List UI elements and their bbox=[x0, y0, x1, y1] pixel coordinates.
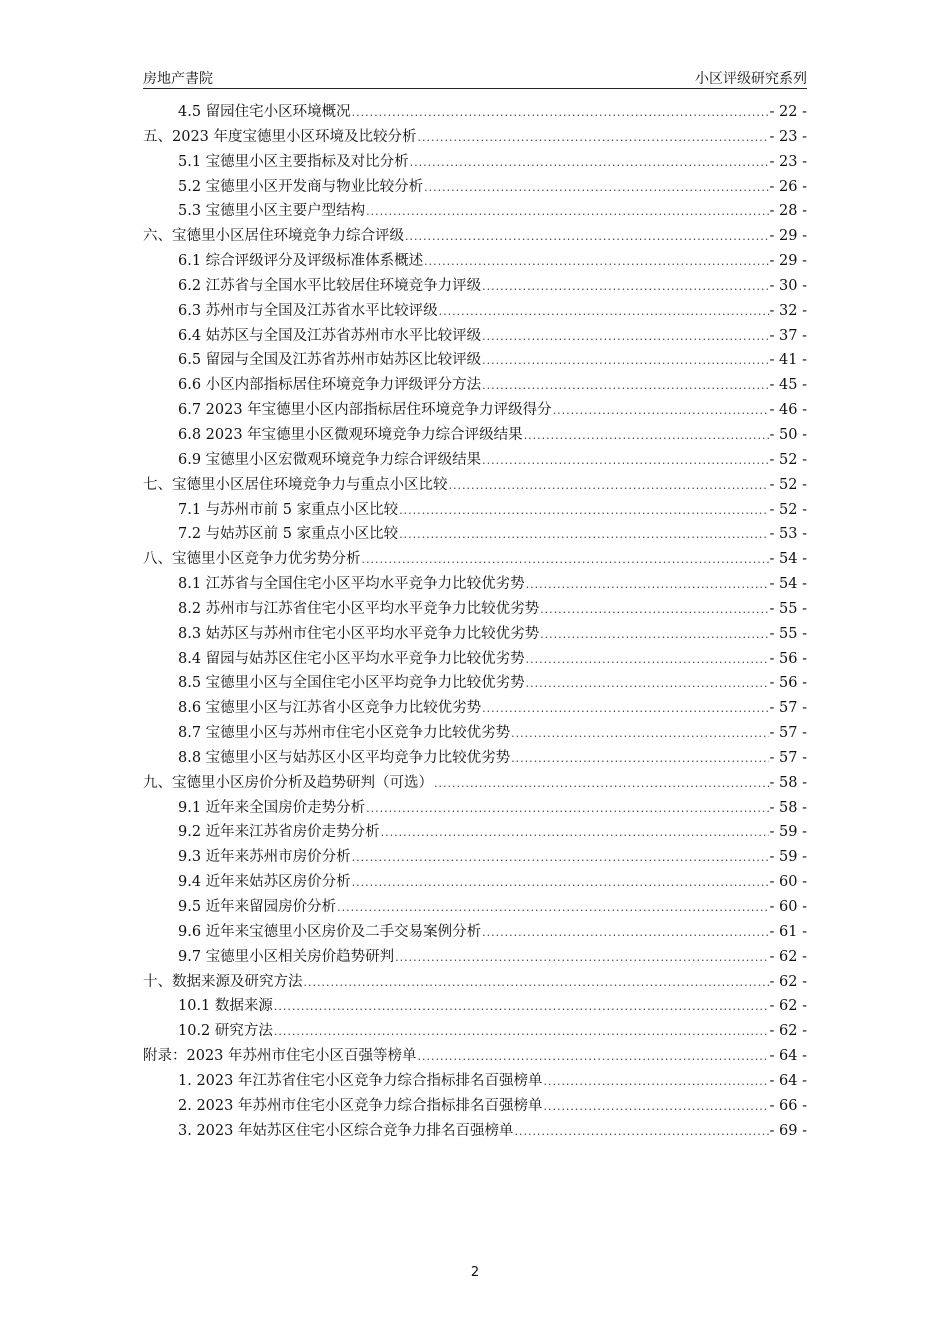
toc-dot-leader bbox=[418, 1050, 769, 1063]
toc-entry-page: - 59 - bbox=[769, 824, 807, 841]
toc-entry-title: 5.2 宝德里小区开发商与物业比较分析 bbox=[178, 178, 424, 195]
toc-entry-page: - 59 - bbox=[769, 849, 807, 866]
toc-section-entry[interactable] bbox=[143, 945, 807, 970]
toc-section-entry[interactable] bbox=[143, 895, 807, 920]
toc-entry-title: 8.3 姑苏区与苏州市住宅小区平均水平竞争力比较优劣势 bbox=[178, 625, 540, 642]
toc-entry-title: 9.5 近年来留园房价分析 bbox=[178, 899, 337, 915]
toc-dot-leader bbox=[418, 131, 769, 144]
toc-dot-leader bbox=[352, 876, 769, 889]
toc-dot-leader bbox=[439, 305, 769, 318]
toc-dot-leader bbox=[511, 727, 768, 740]
toc-entry-page: - 58 - bbox=[769, 799, 807, 816]
toc-entry-title: 九、宝德里小区房价分析及趋势研判（可选） bbox=[143, 774, 433, 791]
toc-section-entry[interactable] bbox=[143, 796, 807, 821]
toc-entry-title: 6.1 综合评级评分及评级标准体系概述 bbox=[178, 253, 424, 270]
toc-dot-leader bbox=[424, 255, 768, 268]
toc-section-entry[interactable] bbox=[143, 175, 807, 200]
toc-entry-page: - 64 - bbox=[769, 1072, 807, 1089]
toc-entry-page: - 50 - bbox=[769, 426, 807, 443]
toc-dot-leader bbox=[274, 1000, 769, 1013]
toc-section-entry[interactable] bbox=[143, 845, 807, 870]
page-header bbox=[143, 66, 807, 89]
toc-section-entry[interactable] bbox=[143, 920, 807, 945]
toc-entry-page: - 55 - bbox=[769, 600, 807, 617]
toc-section-entry[interactable] bbox=[143, 324, 807, 349]
toc-entry-page: - 64 - bbox=[769, 1048, 807, 1065]
toc-entry-title: 6.3 苏州市与全国及江苏省水平比较评级 bbox=[178, 302, 438, 319]
toc-entry-title: 6.6 小区内部指标居住环境竞争力评级评分方法 bbox=[178, 377, 482, 394]
toc-entry-page: - 61 - bbox=[769, 923, 807, 940]
toc-entry-title: 7.1 与苏州市前 5 家重点小区比较 bbox=[178, 501, 399, 518]
toc-dot-leader bbox=[405, 230, 769, 243]
toc-dot-leader bbox=[511, 752, 768, 765]
toc-chapter-entry[interactable] bbox=[143, 970, 807, 995]
toc-dot-leader bbox=[526, 578, 769, 591]
toc-entry-title: 8.4 留园与姑苏区住宅小区平均水平竞争力比较优劣势 bbox=[178, 650, 525, 667]
toc-dot-leader bbox=[514, 1125, 768, 1138]
toc-dot-leader bbox=[449, 479, 769, 492]
toc-entry-page: - 32 - bbox=[769, 302, 807, 319]
toc-entry-page: - 66 - bbox=[769, 1097, 807, 1114]
toc-section-entry[interactable] bbox=[143, 299, 807, 324]
toc-entry-title: 六、宝德里小区居住环境竞争力综合评级 bbox=[143, 228, 404, 245]
toc-section-entry[interactable] bbox=[143, 1094, 807, 1119]
toc-dot-leader bbox=[366, 205, 768, 218]
toc-entry-title: 9.4 近年来姑苏区房价分析 bbox=[178, 874, 351, 891]
toc-entry-title: 10.2 研究方法 bbox=[178, 1023, 273, 1040]
toc-section-entry[interactable] bbox=[143, 746, 807, 771]
toc-entry-page: - 29 - bbox=[769, 253, 807, 270]
toc-entry-page: - 55 - bbox=[769, 625, 807, 642]
toc-chapter-entry[interactable] bbox=[143, 224, 807, 249]
toc-dot-leader bbox=[434, 777, 769, 790]
toc-dot-leader bbox=[482, 330, 768, 343]
toc-entry-title: 十、数据来源及研究方法 bbox=[143, 973, 303, 990]
toc-section-entry[interactable] bbox=[143, 398, 807, 423]
toc-entry-title: 6.7 2023 年宝德里小区内部指标居住环境竞争力评级得分 bbox=[178, 402, 552, 419]
toc-entry-page: - 69 - bbox=[769, 1122, 807, 1139]
toc-dot-leader bbox=[352, 851, 769, 864]
toc-entry-page: - 52 - bbox=[769, 476, 807, 493]
toc-entry-page: - 56 - bbox=[769, 650, 807, 667]
toc-dot-leader bbox=[482, 354, 768, 367]
toc-entry-title: 9.7 宝德里小区相关房价趋势研判 bbox=[178, 948, 395, 965]
toc-entry-title: 8.6 宝德里小区与江苏省小区竞争力比较优劣势 bbox=[178, 700, 482, 717]
toc-entry-page: - 62 - bbox=[769, 998, 807, 1015]
toc-entry-title: 9.3 近年来苏州市房价分析 bbox=[178, 849, 351, 866]
toc-section-entry[interactable] bbox=[143, 572, 807, 597]
toc-dot-leader bbox=[395, 951, 768, 964]
toc-entry-page: - 54 - bbox=[769, 576, 807, 593]
toc-entry-title: 6.5 留园与全国及江苏省苏州市姑苏区比较评级 bbox=[178, 352, 482, 369]
toc-section-entry[interactable] bbox=[143, 1019, 807, 1044]
toc-dot-leader bbox=[399, 528, 768, 541]
toc-entry-page: - 58 - bbox=[769, 774, 807, 791]
toc-dot-leader bbox=[337, 901, 768, 914]
toc-section-entry[interactable] bbox=[143, 1069, 807, 1094]
toc-entry-page: - 60 - bbox=[769, 874, 807, 891]
toc-entry-page: - 62 - bbox=[769, 973, 807, 990]
toc-entry-title: 1. 2023 年江苏省住宅小区竞争力综合指标排名百强榜单 bbox=[178, 1072, 543, 1089]
toc-chapter-entry[interactable] bbox=[143, 771, 807, 796]
toc-entry-title: 9.1 近年来全国房价走势分析 bbox=[178, 799, 366, 816]
toc-entry-title: 9.2 近年来江苏省房价走势分析 bbox=[178, 824, 380, 841]
toc-dot-leader bbox=[482, 702, 768, 715]
toc-entry-title: 4.5 留园住宅小区环境概况 bbox=[178, 104, 351, 120]
toc-section-entry[interactable] bbox=[143, 249, 807, 274]
toc-dot-leader bbox=[526, 653, 769, 666]
toc-dot-leader bbox=[381, 826, 769, 839]
toc-section-entry[interactable] bbox=[143, 820, 807, 845]
toc-entry-page: - 52 - bbox=[769, 451, 807, 468]
toc-dot-leader bbox=[553, 404, 769, 417]
toc-section-entry[interactable] bbox=[143, 373, 807, 398]
toc-entry-title: 8.7 宝德里小区与苏州市住宅小区竞争力比较优劣势 bbox=[178, 725, 511, 742]
toc-entry-page: - 62 - bbox=[769, 1023, 807, 1040]
toc-entry-title: 附录：2023 年苏州市住宅小区百强等榜单 bbox=[143, 1048, 417, 1065]
toc-entry-page: - 26 - bbox=[769, 178, 807, 195]
toc-section-entry[interactable] bbox=[143, 150, 807, 175]
toc-entry-page: - 29 - bbox=[769, 228, 807, 245]
toc-entry-title: 8.5 宝德里小区与全国住宅小区平均竞争力比较优劣势 bbox=[178, 675, 525, 692]
toc-entry-title: 6.2 江苏省与全国水平比较居住环境竞争力评级 bbox=[178, 277, 482, 294]
toc-dot-leader bbox=[543, 1075, 768, 1088]
toc-entry-page: - 22 - bbox=[769, 104, 807, 120]
toc-dot-leader bbox=[540, 603, 768, 616]
toc-section-entry[interactable] bbox=[143, 647, 807, 672]
toc-entry-title: 6.4 姑苏区与全国及江苏省苏州市水平比较评级 bbox=[178, 327, 482, 344]
toc-dot-leader bbox=[482, 454, 768, 467]
toc-entry-title: 6.8 2023 年宝德里小区微观环境竞争力综合评级结果 bbox=[178, 426, 523, 443]
toc-entry-page: - 30 - bbox=[769, 277, 807, 294]
toc-dot-leader bbox=[274, 1025, 769, 1038]
toc-dot-leader bbox=[424, 181, 768, 194]
toc-dot-leader bbox=[362, 553, 769, 566]
toc-section-entry[interactable] bbox=[143, 423, 807, 448]
toc-section-entry[interactable] bbox=[143, 100, 807, 125]
toc-section-entry[interactable] bbox=[143, 870, 807, 895]
toc-entry-page: - 57 - bbox=[769, 700, 807, 717]
toc-section-entry[interactable] bbox=[143, 522, 807, 547]
toc-entry-page: - 45 - bbox=[769, 377, 807, 394]
toc-dot-leader bbox=[543, 1100, 768, 1113]
toc-entry-page: - 57 - bbox=[769, 749, 807, 766]
toc-entry-title: 8.8 宝德里小区与姑苏区小区平均竞争力比较优劣势 bbox=[178, 749, 511, 766]
toc-chapter-entry[interactable] bbox=[143, 473, 807, 498]
toc-entry-title: 7.2 与姑苏区前 5 家重点小区比较 bbox=[178, 526, 399, 543]
toc-entry-page: - 23 - bbox=[769, 128, 807, 145]
toc-dot-leader bbox=[399, 504, 768, 517]
toc-section-entry[interactable] bbox=[143, 696, 807, 721]
toc-section-entry[interactable] bbox=[143, 597, 807, 622]
toc-section-entry[interactable] bbox=[143, 498, 807, 523]
toc-section-entry[interactable] bbox=[143, 1119, 807, 1144]
toc-dot-leader bbox=[524, 429, 769, 442]
toc-entry-title: 七、宝德里小区居住环境竞争力与重点小区比较 bbox=[143, 476, 448, 493]
toc-entry-title: 五、2023 年度宝德里小区环境及比较分析 bbox=[143, 128, 417, 145]
toc-entry-page: - 57 - bbox=[769, 725, 807, 742]
toc-entry-title: 6.9 宝德里小区宏微观环境竞争力综合评级结果 bbox=[178, 451, 482, 468]
toc-entry-page: - 52 - bbox=[769, 501, 807, 518]
header-series-title: 小区评级研究系列 bbox=[695, 71, 807, 87]
toc-entry-page: - 46 - bbox=[769, 402, 807, 419]
toc-entry-title: 5.3 宝德里小区主要户型结构 bbox=[178, 203, 366, 220]
toc-dot-leader bbox=[304, 976, 769, 989]
toc-chapter-entry[interactable] bbox=[143, 125, 807, 150]
toc-entry-page: - 54 - bbox=[769, 551, 807, 568]
toc-section-entry[interactable] bbox=[143, 622, 807, 647]
toc-section-entry[interactable] bbox=[143, 348, 807, 373]
toc-entry-page: - 28 - bbox=[769, 203, 807, 220]
toc-entry-title: 2. 2023 年苏州市住宅小区竞争力综合指标排名百强榜单 bbox=[178, 1097, 543, 1114]
toc-section-entry[interactable] bbox=[143, 199, 807, 224]
toc-section-entry[interactable] bbox=[143, 274, 807, 299]
toc-section-entry[interactable] bbox=[143, 994, 807, 1019]
header-publisher: 房地产書院 bbox=[143, 71, 213, 87]
page-number: 2 bbox=[470, 1265, 480, 1280]
toc-entry-page: - 56 - bbox=[769, 675, 807, 692]
toc-dot-leader bbox=[526, 677, 769, 690]
toc-chapter-entry[interactable] bbox=[143, 1044, 807, 1069]
toc-entry-page: - 23 - bbox=[769, 153, 807, 170]
toc-entry-title: 3. 2023 年姑苏区住宅小区综合竞争力排名百强榜单 bbox=[178, 1122, 514, 1139]
toc-entry-title: 9.6 近年来宝德里小区房价及二手交易案例分析 bbox=[178, 923, 482, 940]
toc-dot-leader bbox=[366, 802, 768, 815]
toc-entry-page: - 37 - bbox=[769, 327, 807, 344]
toc-entry-title: 8.1 江苏省与全国住宅小区平均水平竞争力比较优劣势 bbox=[178, 576, 525, 593]
toc-entry-page: - 60 - bbox=[769, 899, 807, 915]
toc-entry-page: - 41 - bbox=[769, 352, 807, 369]
toc-dot-leader bbox=[482, 379, 768, 392]
toc-dot-leader bbox=[410, 156, 769, 169]
toc-entry-title: 5.1 宝德里小区主要指标及对比分析 bbox=[178, 153, 409, 170]
toc-entry-title: 10.1 数据来源 bbox=[178, 998, 273, 1015]
toc-dot-leader bbox=[540, 628, 768, 641]
toc-section-entry[interactable] bbox=[143, 721, 807, 746]
toc-dot-leader bbox=[482, 926, 768, 939]
toc-chapter-entry[interactable] bbox=[143, 547, 807, 572]
toc-dot-leader bbox=[482, 280, 768, 293]
toc-entry-title: 八、宝德里小区竞争力优劣势分析 bbox=[143, 551, 361, 568]
toc-entry-page: - 53 - bbox=[769, 526, 807, 543]
toc-entry-title: 8.2 苏州市与江苏省住宅小区平均水平竞争力比较优劣势 bbox=[178, 600, 540, 617]
toc-entry-page: - 62 - bbox=[769, 948, 807, 965]
toc-dot-leader bbox=[352, 106, 769, 119]
toc-section-entry[interactable] bbox=[143, 671, 807, 696]
toc-section-entry[interactable] bbox=[143, 448, 807, 473]
table-of-contents bbox=[143, 100, 807, 1143]
